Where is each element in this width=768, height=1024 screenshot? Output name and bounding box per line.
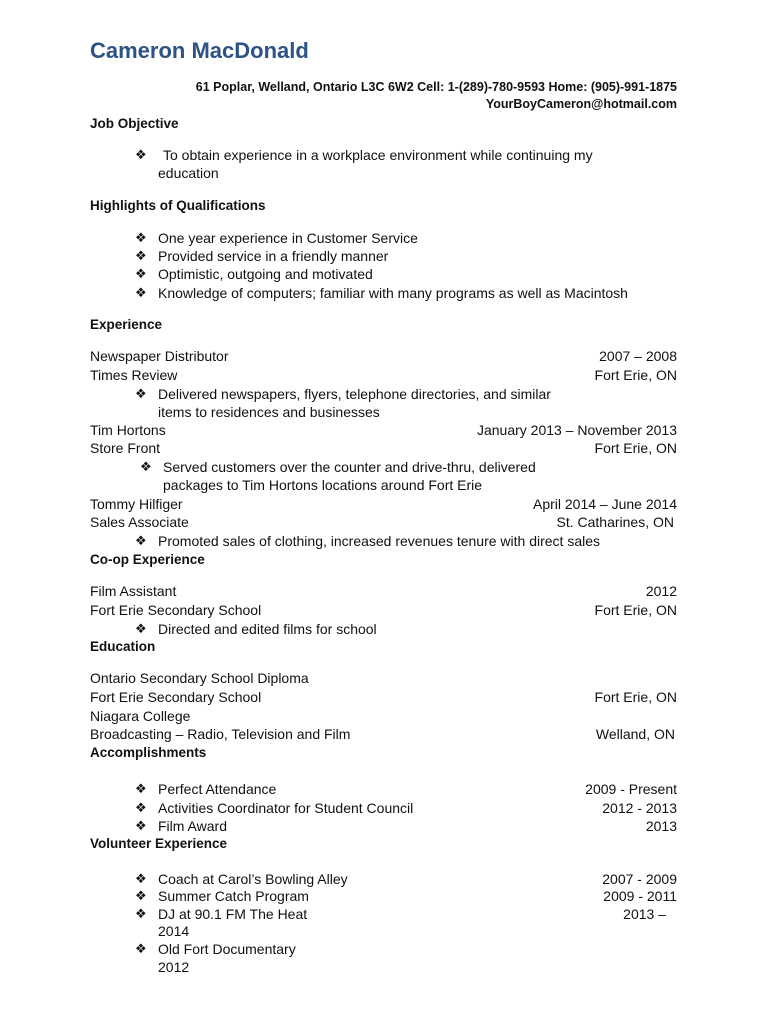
bullet-icon: ❖ bbox=[135, 230, 147, 245]
job-title: Tim Hortons bbox=[90, 422, 166, 438]
volunteer-item: Summer Catch Program bbox=[158, 888, 309, 904]
bullet-icon: ❖ bbox=[135, 285, 147, 300]
job-description-line1: Promoted sales of clothing, increased revenues tenure with direct sales bbox=[158, 533, 601, 549]
bullet-icon: ❖ bbox=[135, 871, 147, 886]
job-employer-row bbox=[90, 514, 677, 532]
objective-heading: Job Objective bbox=[90, 116, 179, 131]
coop-heading: Co-op Experience bbox=[90, 552, 205, 567]
resume-name: Cameron MacDonald bbox=[90, 38, 309, 63]
coop-employer: Fort Erie Secondary School bbox=[90, 602, 262, 618]
bullet-icon: ❖ bbox=[135, 621, 147, 636]
education-college: Niagara College bbox=[90, 708, 191, 724]
coop-title: Film Assistant bbox=[90, 583, 177, 599]
job-description-line2: packages to Tim Hortons locations around Fort Erie bbox=[163, 477, 483, 493]
bullet-icon: ❖ bbox=[135, 941, 147, 956]
experience-heading: Experience bbox=[90, 317, 163, 332]
job-description-line1: Delivered newspapers, flyers, telephone directories, and similar bbox=[158, 386, 551, 402]
objective-text-line1: To obtain experience in a workplace environment while continuing my bbox=[163, 147, 593, 163]
job-dates: April 2014 – June 2014 bbox=[533, 496, 677, 512]
bullet-icon: ❖ bbox=[135, 906, 147, 921]
job-title-row bbox=[90, 422, 677, 440]
volunteer-dates: 2009 - 2011 bbox=[603, 888, 677, 904]
education-school: Fort Erie Secondary School bbox=[90, 689, 262, 705]
qualification-item: Knowledge of computers; familiar with many programs as well as Macintosh bbox=[158, 285, 628, 301]
bullet-icon: ❖ bbox=[135, 781, 147, 796]
volunteer-item: Old Fort Documentary bbox=[158, 941, 296, 957]
education-school-location: Fort Erie, ON bbox=[594, 689, 677, 705]
coop-dates: 2012 bbox=[645, 583, 677, 599]
accomplishment-item: Perfect Attendance bbox=[158, 781, 277, 797]
job-description-line1: Served customers over the counter and drive-thru, delivered bbox=[163, 459, 536, 475]
objective-text-line2: education bbox=[158, 165, 219, 181]
volunteer-heading: Volunteer Experience bbox=[90, 836, 228, 851]
job-employer-row bbox=[90, 367, 677, 385]
contact-address-phones: 61 Poplar, Welland, Ontario L3C 6W2 Cell: 1-(289)-780-9593 Home: (905)-991-1875 bbox=[195, 80, 677, 94]
bullet-icon: ❖ bbox=[140, 459, 152, 474]
education-program-row bbox=[90, 726, 677, 744]
volunteer-item: Coach at Carol’s Bowling Alley bbox=[158, 871, 348, 887]
job-location: Fort Erie, ON bbox=[594, 367, 677, 383]
job-employer: Sales Associate bbox=[90, 514, 189, 530]
education-program-location: Welland, ON bbox=[595, 726, 675, 742]
contact-email: YourBoyCameron@hotmail.com bbox=[485, 97, 677, 111]
job-title-row bbox=[90, 348, 677, 366]
volunteer-dates-continuation: 2012 bbox=[158, 959, 190, 975]
volunteer-item: DJ at 90.1 FM The Heat bbox=[158, 906, 308, 922]
job-title: Tommy Hilfiger bbox=[90, 496, 183, 512]
qualification-item: One year experience in Customer Service bbox=[158, 230, 418, 246]
qualification-item: Optimistic, outgoing and motivated bbox=[158, 266, 373, 282]
bullet-icon: ❖ bbox=[135, 800, 147, 815]
volunteer-dates: 2007 - 2009 bbox=[602, 871, 677, 887]
job-employer: Times Review bbox=[90, 367, 178, 383]
accomplishment-item: Activities Coordinator for Student Council bbox=[158, 800, 414, 816]
job-location: St. Catharines, ON bbox=[556, 514, 674, 530]
bullet-icon: ❖ bbox=[135, 386, 147, 401]
bullet-icon: ❖ bbox=[135, 888, 147, 903]
qualification-item: Provided service in a friendly manner bbox=[158, 248, 389, 264]
job-employer-row bbox=[90, 440, 677, 458]
coop-location: Fort Erie, ON bbox=[594, 602, 677, 618]
qualifications-heading: Highlights of Qualifications bbox=[90, 198, 266, 213]
accomplishments-heading: Accomplishments bbox=[90, 745, 207, 760]
accomplishment-dates: 2013 bbox=[645, 818, 677, 834]
job-title-row bbox=[90, 496, 677, 514]
bullet-icon: ❖ bbox=[135, 533, 147, 548]
education-college-row bbox=[90, 708, 677, 726]
education-heading: Education bbox=[90, 639, 156, 654]
education-diploma-row bbox=[90, 670, 677, 688]
job-dates: January 2013 – November 2013 bbox=[476, 422, 677, 438]
job-location: Fort Erie, ON bbox=[594, 440, 677, 456]
bullet-icon: ❖ bbox=[135, 147, 147, 162]
job-description-line2: items to residences and businesses bbox=[158, 404, 380, 420]
job-employer: Store Front bbox=[90, 440, 161, 456]
accomplishment-dates: 2012 - 2013 bbox=[602, 800, 677, 816]
coop-employer-row bbox=[90, 602, 677, 620]
coop-description: Directed and edited films for school bbox=[158, 621, 377, 637]
accomplishment-item: Film Award bbox=[158, 818, 227, 834]
bullet-icon: ❖ bbox=[135, 248, 147, 263]
education-diploma: Ontario Secondary School Diploma bbox=[90, 670, 309, 686]
bullet-icon: ❖ bbox=[135, 266, 147, 281]
job-dates: 2007 – 2008 bbox=[599, 348, 677, 364]
coop-title-row bbox=[90, 583, 677, 601]
accomplishment-dates: 2009 - Present bbox=[585, 781, 677, 797]
volunteer-dates-continuation: 2014 bbox=[158, 923, 190, 939]
bullet-icon: ❖ bbox=[135, 818, 147, 833]
volunteer-dates: 2013 – bbox=[623, 906, 666, 922]
education-school-row bbox=[90, 689, 677, 707]
job-title: Newspaper Distributor bbox=[90, 348, 229, 364]
education-program: Broadcasting – Radio, Television and Film bbox=[90, 726, 351, 742]
